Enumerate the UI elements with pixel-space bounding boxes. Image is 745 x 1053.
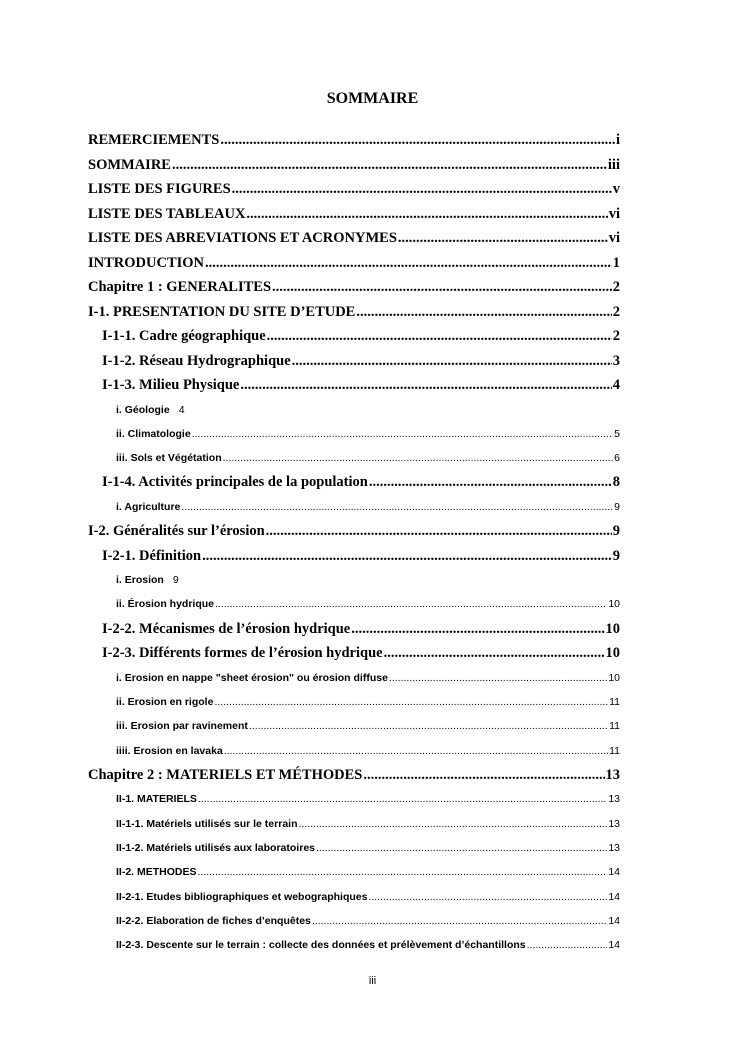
toc-entry-label: II-2-2. Elaboration de fiches d’enquêtes — [116, 914, 311, 927]
toc-entry-label: iiii. Erosion en lavaka — [116, 744, 223, 757]
toc-entry[interactable] — [88, 885, 620, 909]
toc-entry-page-number: i — [615, 132, 620, 148]
toc-entry-label: II-2. METHODES — [116, 866, 197, 879]
toc-entry[interactable] — [88, 202, 620, 227]
toc-entry-label: II-2-3. Descente sur le terrain : collecte des données et prélèvement d’échantillons — [116, 939, 526, 952]
toc-entry-page-number: 14 — [608, 890, 620, 903]
toc-entry-page-number: 4 — [178, 403, 185, 416]
toc-entry-page-number: 10 — [608, 598, 620, 611]
toc-entry-label: I-1-1. Cadre géographique — [102, 328, 266, 344]
toc-entry[interactable] — [88, 226, 620, 251]
toc-entry-page-number: 9 — [612, 547, 620, 564]
toc-dot-leader — [181, 495, 613, 519]
toc-entry-page-number: 14 — [608, 939, 620, 952]
toc-entry-label: ii. Climatologie — [116, 427, 191, 440]
toc-entry[interactable] — [88, 300, 620, 325]
toc-entry-label: i. Géologie — [116, 403, 170, 416]
toc-dot-leader — [205, 251, 612, 276]
toc-entry-label: II-1. MATERIELS — [116, 793, 197, 806]
toc-entry-label: I-2-1. Définition — [102, 547, 202, 564]
toc-entry-label: I-1-2. Réseau Hydrographique — [102, 352, 291, 369]
toc-entry-page-number: 5 — [614, 427, 620, 440]
toc-entry[interactable] — [88, 860, 620, 884]
toc-entry-page-number: 3 — [612, 352, 620, 369]
toc-entry[interactable] — [88, 592, 620, 616]
toc-entry-page-number: 13 — [608, 842, 620, 855]
toc-dot-leader — [312, 909, 607, 933]
toc-entry[interactable] — [88, 690, 620, 714]
toc-entry-page-number: 11 — [609, 720, 620, 733]
toc-dot-leader — [368, 885, 607, 909]
toc-entry[interactable] — [88, 251, 620, 276]
toc-entry-page-number: vi — [608, 205, 620, 222]
toc-entry[interactable] — [88, 324, 620, 349]
toc-entry[interactable] — [88, 446, 620, 470]
toc-entry[interactable] — [88, 836, 620, 860]
toc-entry[interactable] — [88, 544, 620, 569]
toc-entry-page-number: 2 — [612, 303, 620, 320]
toc-dot-leader — [202, 544, 612, 569]
toc-dot-leader — [527, 933, 608, 957]
toc-dot-leader — [192, 422, 613, 446]
toc-dot-leader — [224, 739, 608, 763]
toc-dot-leader — [356, 300, 611, 325]
toc-entry-label: LISTE DES ABREVIATIONS ET ACRONYMES — [88, 230, 397, 246]
toc-entry[interactable] — [88, 398, 620, 422]
toc-entry[interactable] — [88, 714, 620, 738]
toc-entry-page-number: 13 — [605, 766, 620, 783]
page-number-footer: iii — [368, 975, 377, 987]
toc-dot-leader — [398, 226, 608, 251]
toc-entry-label: i. Erosion en nappe "sheet érosion" ou érosion diffuse — [116, 671, 388, 684]
toc-entry-label: II-1-2. Matériels utilisés aux laboratoires — [116, 842, 315, 855]
toc-entry-page-number: 11 — [609, 744, 620, 757]
toc-entry-page-number: 10 — [608, 671, 620, 684]
toc-entry-page-number: v — [612, 181, 620, 197]
toc-entry-page-number: 14 — [608, 914, 620, 927]
toc-entry-label: i. Agriculture — [116, 500, 181, 513]
toc-entry-label: I-1. PRESENTATION DU SITE D’ETUDE — [88, 303, 356, 320]
toc-entry[interactable] — [88, 739, 620, 763]
toc-entry[interactable] — [88, 641, 620, 666]
toc-entry[interactable] — [88, 495, 620, 519]
toc-dot-leader — [240, 373, 611, 398]
toc-entry[interactable] — [88, 153, 620, 178]
toc-entry-label: Chapitre 1 : GENERALITES — [88, 279, 272, 295]
toc-dot-leader — [249, 714, 608, 738]
toc-entry[interactable] — [88, 666, 620, 690]
toc-dot-leader — [246, 202, 607, 227]
toc-dot-leader — [198, 787, 607, 811]
toc-entry[interactable] — [88, 349, 620, 374]
toc-entry-page-number: iii — [607, 156, 620, 173]
toc-entry-page-number: 6 — [614, 452, 620, 465]
toc-entry-label: iii. Erosion par ravinement — [116, 720, 248, 733]
toc-entry-label: I-2. Généralités sur l’érosion — [88, 523, 265, 540]
toc-entry[interactable] — [88, 568, 620, 592]
toc-entry[interactable] — [88, 373, 620, 398]
toc-entry-page-number: 2 — [612, 279, 620, 295]
toc-entry[interactable] — [88, 519, 620, 544]
toc-entry-label: LISTE DES FIGURES — [88, 181, 231, 197]
toc-entry[interactable] — [88, 275, 620, 300]
toc-entry-label: Chapitre 2 : MATERIELS ET MÉTHODES — [88, 766, 363, 783]
toc-entry-label: INTRODUCTION — [88, 254, 205, 271]
toc-dot-leader — [220, 128, 615, 153]
toc-entry-page-number: 9 — [172, 574, 179, 587]
toc-entry-page-number: 9 — [612, 523, 620, 540]
toc-entry-page-number: 2 — [612, 328, 620, 344]
toc-entry-page-number: 10 — [605, 620, 620, 637]
toc-entry-label: ii. Érosion hydrique — [116, 598, 215, 611]
toc-entry-label: II-2-1. Etudes bibliographiques et webographiques — [116, 890, 368, 903]
toc-dot-leader — [292, 349, 612, 374]
toc-dot-leader — [198, 860, 608, 884]
page-title: SOMMAIRE — [326, 90, 419, 107]
toc-entry[interactable] — [88, 933, 620, 957]
toc-dot-leader — [215, 592, 607, 616]
toc-entry-page-number: 10 — [605, 645, 620, 662]
toc-entry[interactable] — [88, 617, 620, 642]
toc-entry-page-number: 11 — [609, 696, 620, 709]
toc-entry-page-number: vi — [608, 230, 620, 246]
toc-entry-label: I-1-4. Activités principales de la population — [102, 474, 368, 491]
toc-entry[interactable] — [88, 422, 620, 446]
toc-dot-leader — [272, 275, 612, 300]
toc-dot-leader — [299, 812, 608, 836]
toc-entry-page-number: 8 — [612, 474, 620, 491]
toc-entry-page-number: 9 — [614, 500, 620, 513]
toc-dot-leader — [369, 470, 612, 495]
toc-dot-leader — [266, 519, 612, 544]
toc-entry-page-number: 4 — [612, 377, 620, 393]
table-of-contents — [88, 128, 620, 958]
toc-dot-leader — [363, 763, 604, 788]
toc-entry[interactable] — [88, 787, 620, 811]
toc-entry-label: REMERCIEMENTS — [88, 132, 220, 148]
toc-entry-label: ii. Erosion en rigole — [116, 696, 214, 709]
toc-entry-label: i. Erosion — [116, 574, 164, 587]
toc-entry-label: I-2-3. Différents formes de l’érosion hydrique — [102, 645, 383, 662]
toc-dot-leader — [223, 446, 614, 470]
toc-entry[interactable] — [88, 763, 620, 788]
toc-entry-page-number: 13 — [608, 817, 620, 830]
toc-entry-label: I-2-2. Mécanismes de l’érosion hydrique — [102, 620, 351, 637]
toc-entry-label: LISTE DES TABLEAUX — [88, 205, 246, 222]
toc-dot-leader — [214, 690, 608, 714]
toc-entry[interactable] — [88, 128, 620, 153]
toc-entry[interactable] — [88, 909, 620, 933]
toc-dot-leader — [351, 617, 604, 642]
toc-entry-label: iii. Sols et Végétation — [116, 452, 222, 465]
toc-entry-page-number: 14 — [608, 866, 620, 879]
toc-dot-leader — [384, 641, 605, 666]
toc-entry-label: I-1-3. Milieu Physique — [102, 377, 240, 393]
toc-dot-leader — [267, 324, 612, 349]
toc-entry[interactable] — [88, 812, 620, 836]
toc-entry-label: II-1-1. Matériels utilisés sur le terrain — [116, 817, 298, 830]
toc-dot-leader — [232, 177, 612, 202]
toc-dot-leader — [389, 666, 607, 690]
toc-entry-page-number: 1 — [612, 254, 620, 271]
toc-entry-page-number: 13 — [608, 793, 620, 806]
toc-entry[interactable] — [88, 470, 620, 495]
toc-dot-leader — [172, 153, 607, 178]
toc-entry[interactable] — [88, 177, 620, 202]
toc-dot-leader — [316, 836, 607, 860]
toc-entry-label: SOMMAIRE — [88, 156, 171, 173]
